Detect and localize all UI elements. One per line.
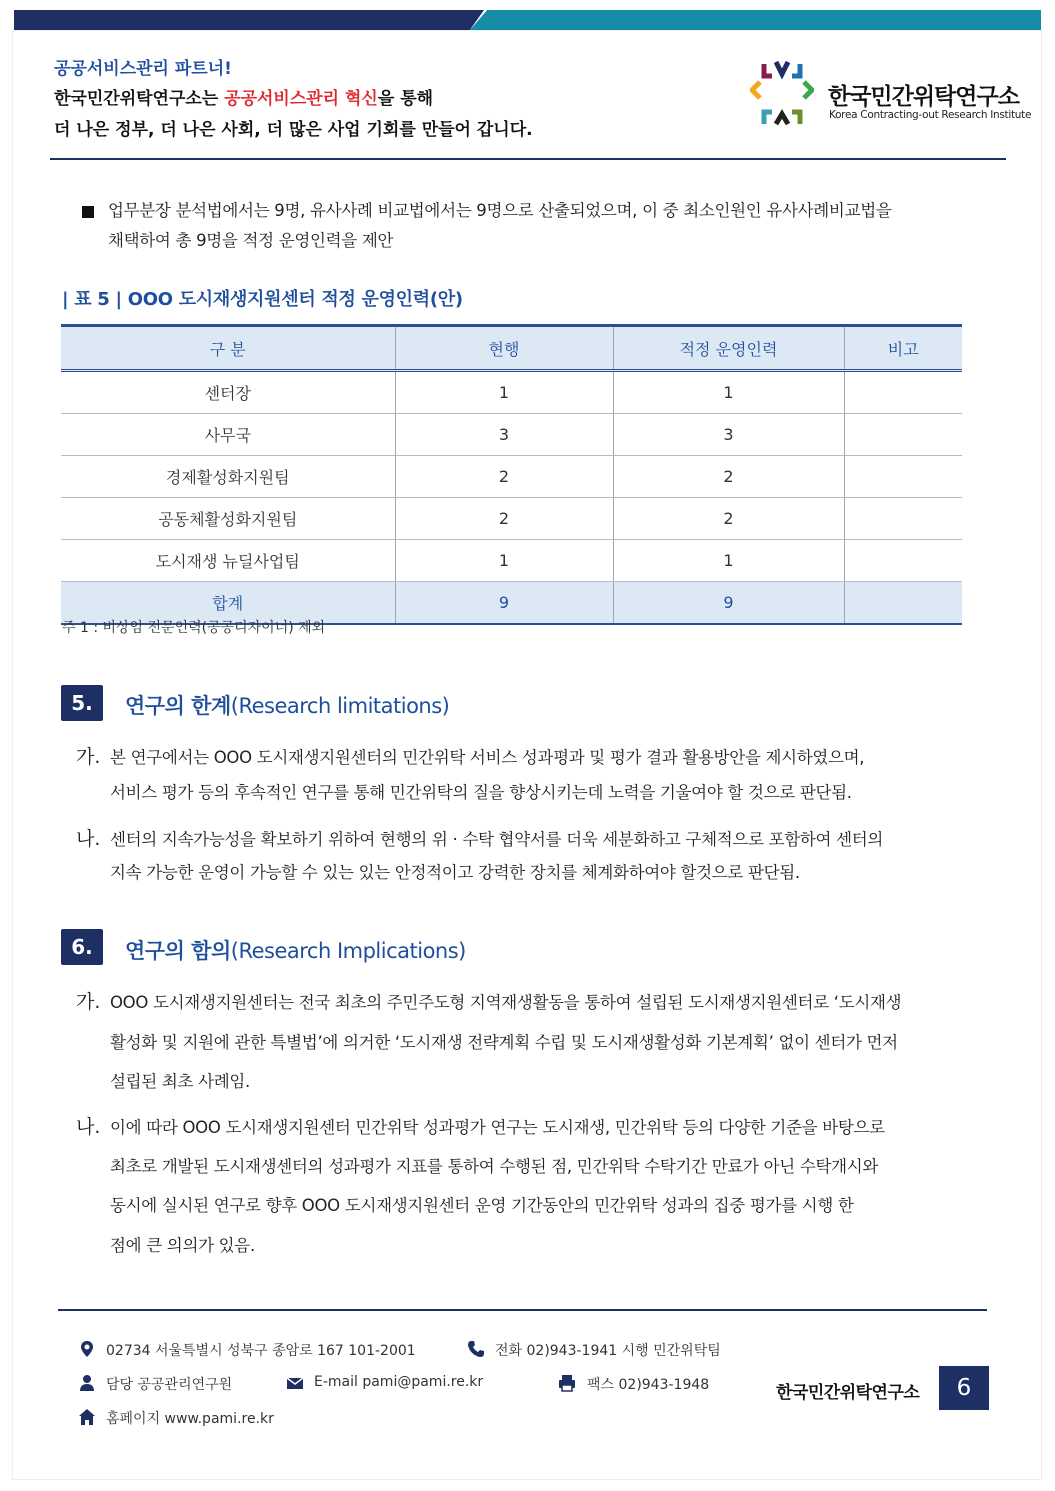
s5-item-1-line-1: 본 연구에서는 OOO 도시재생지원센터의 민간위탁 서비스 성과평과 및 평가 결과 활용방안을 제시하였으며,: [110, 748, 865, 767]
table-row: [61, 414, 962, 456]
table-row: [61, 456, 962, 498]
cell-category: 경제활성화지원팀: [61, 456, 395, 498]
cell-current: 3: [395, 414, 613, 456]
table-row: [61, 371, 962, 414]
cell-proposed: 1: [613, 371, 844, 414]
cell-category: 도시재생 뉴딜사업팀: [61, 540, 395, 582]
section-6-title-ko: 연구의 함의: [125, 939, 231, 963]
cell-total-current: 9: [395, 582, 613, 625]
table-footnote: 주 1 : 비상임 전문인력(공공디자이너) 제외: [62, 620, 326, 636]
section-5-title: [125, 690, 449, 720]
person-icon: [78, 1374, 96, 1392]
section-6-number: 6.: [61, 929, 103, 965]
section-5-title-ko: 연구의 한계: [125, 694, 231, 718]
s6-item-2-line-4: 점에 큰 의의가 있음.: [110, 1236, 255, 1255]
cell-remarks: [844, 540, 962, 582]
table-row: [61, 540, 962, 582]
footer-email: E-mail pami@pami.re.kr: [314, 1374, 484, 1390]
footer-fax: 팩스 02)943-1948: [587, 1377, 710, 1393]
section-6-title-en: (Research Implications): [230, 939, 466, 963]
cell-category: 센터장: [61, 371, 395, 414]
s5-item-2-marker: 나.: [76, 828, 101, 850]
bullet-square-icon: [82, 206, 94, 218]
intro-line-2: 채택하여 총 9명을 적정 운영인력을 제안: [108, 231, 394, 250]
page-number: 6: [939, 1366, 989, 1410]
table-header-row: [61, 326, 962, 371]
header-bar-dark: [14, 10, 484, 30]
section-6-title: [125, 935, 466, 965]
header-divider: [50, 158, 1006, 160]
section-5-number: 5.: [61, 685, 103, 721]
cell-current: 1: [395, 371, 613, 414]
s6-item-1-line-1: OOO 도시재생지원센터는 전국 최초의 주민주도형 지역재생활동을 통하여 설립된 도시재생지원센터로 ‘도시재생: [110, 993, 902, 1012]
phone-icon: [467, 1340, 485, 1358]
s5-item-2-line-2: 지속 가능한 운영이 가능할 수 있는 있는 안정적이고 강력한 장치를 체계화하여야 할것으로 판단됨.: [110, 863, 800, 882]
cell-remarks: [844, 456, 962, 498]
footer-address: 02734 서울특별시 성북구 종암로 167 101-2001: [106, 1343, 416, 1359]
cell-proposed: 2: [613, 456, 844, 498]
logo-text-en: Korea Contracting-out Research Institute: [829, 109, 1032, 121]
col-header-proposed: 적정 운영인력: [613, 326, 844, 371]
s5-item-1-marker: 가.: [76, 746, 101, 768]
col-header-current: 현행: [395, 326, 613, 371]
s6-item-2-line-3: 동시에 실시된 연구로 향후 OOO 도시재생지원센터 운영 기간동안의 민간위탁 성과의 집중 평가를 시행 한: [110, 1196, 854, 1215]
s6-item-2-line-2: 최초로 개발된 도시재생센터의 성과평가 지표를 통하여 수행된 점, 민간위탁 수탁기간 만료가 아닌 수탁개시와: [110, 1157, 879, 1176]
cell-remarks: [844, 371, 962, 414]
cell-current: 2: [395, 456, 613, 498]
cell-total-label: 합계: [61, 582, 395, 625]
header-mission: [54, 84, 433, 109]
cell-remarks: [844, 414, 962, 456]
section-5-title-en: (Research limitations): [230, 694, 450, 718]
col-header-remarks: 비고: [844, 326, 962, 371]
fax-icon: [558, 1374, 576, 1392]
table-caption: | 표 5 | OOO 도시재생지원센터 적정 운영인력(안): [62, 289, 463, 310]
staffing-table: [61, 324, 962, 625]
header-tagline: 공공서비스관리 파트너!: [54, 59, 232, 79]
cell-category: 공동체활성화지원팀: [61, 498, 395, 540]
cell-total-proposed: 9: [613, 582, 844, 625]
cell-total-remarks: [844, 582, 962, 625]
location-pin-icon: [78, 1340, 96, 1358]
logo-icon: [750, 58, 814, 130]
table-row: [61, 498, 962, 540]
header-bar-teal: [470, 10, 1041, 30]
mail-icon: [286, 1374, 304, 1392]
s6-item-1-line-2: 활성화 및 지원에 관한 특별법’에 의거한 ‘도시재생 전략계획 수립 및 도시재생활성화 기본계획’ 없이 센터가 먼저: [110, 1033, 898, 1052]
cell-proposed: 1: [613, 540, 844, 582]
s5-item-1-line-2: 서비스 평가 등의 후속적인 연구를 통해 민간위탁의 질을 향상시키는데 노력을 기울여야 할 것으로 판단됨.: [110, 783, 852, 802]
cell-remarks: [844, 498, 962, 540]
cell-category: 사무국: [61, 414, 395, 456]
footer-org-name: 한국민간위탁연구소: [776, 1383, 920, 1403]
footer-contact: 담당 공공관리연구원: [106, 1377, 233, 1393]
cell-proposed: 2: [613, 498, 844, 540]
cell-proposed: 3: [613, 414, 844, 456]
s6-item-2-line-1: 이에 따라 OOO 도시재생지원센터 민간위탁 성과평가 연구는 도시재생, 민간위탁 등의 다양한 기준을 바탕으로: [110, 1118, 885, 1137]
intro-line-1: 업무분장 분석법에서는 9명, 유사사례 비교법에서는 9명으로 산출되었으며, 이 중 최소인원인 유사사례비교법을: [108, 201, 892, 220]
footer-homepage: 홈페이지 www.pami.re.kr: [106, 1411, 274, 1427]
s5-item-2-line-1: 센터의 지속가능성을 확보하기 위하여 현행의 위 · 수탁 협약서를 더욱 세분화하고 구체적으로 포함하여 센터의: [110, 830, 883, 849]
cell-current: 2: [395, 498, 613, 540]
s6-item-2-marker: 나.: [76, 1116, 101, 1138]
footer-divider: [58, 1309, 987, 1311]
mission-post: 을 통해: [377, 89, 434, 109]
home-icon: [78, 1408, 96, 1426]
cell-current: 1: [395, 540, 613, 582]
s6-item-1-line-3: 설립된 최초 사례임.: [110, 1072, 250, 1091]
footer-phone: 전화 02)943-1941 시행 민간위탁팀: [495, 1343, 721, 1359]
mission-highlight: 공공서비스관리 혁신: [224, 89, 378, 109]
logo-text-ko: 한국민간위탁연구소: [828, 84, 1019, 110]
header-vision: 더 나은 정부, 더 나은 사회, 더 많은 사업 기회를 만들어 갑니다.: [54, 120, 533, 140]
mission-pre: 한국민간위탁연구소는: [54, 89, 225, 109]
s6-item-1-marker: 가.: [76, 991, 101, 1013]
col-header-category: 구 분: [61, 326, 395, 371]
